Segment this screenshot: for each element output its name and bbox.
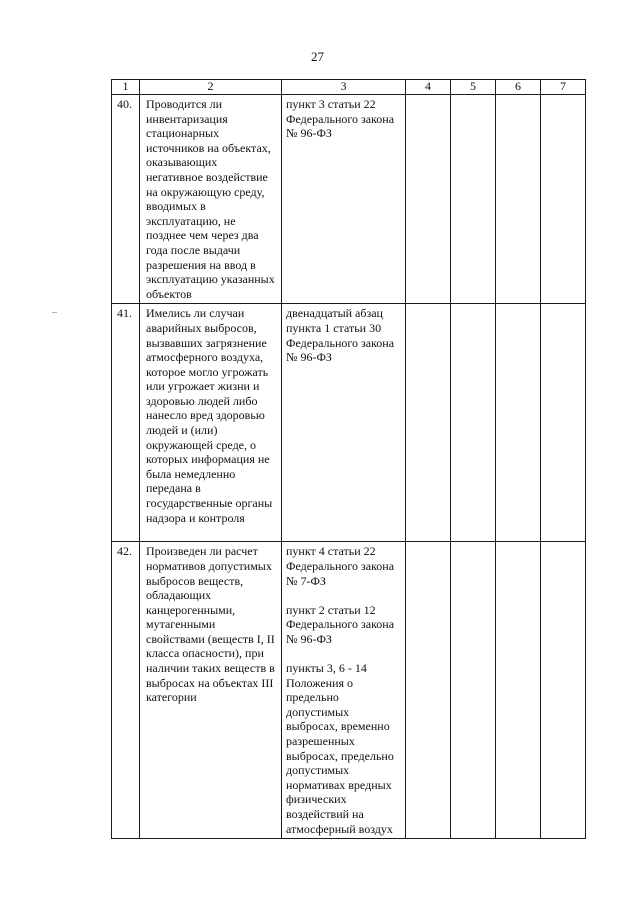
column-header: 7 — [541, 80, 586, 95]
table-row — [112, 542, 586, 839]
column-header: 1 — [112, 80, 140, 95]
reference-item: пункты 3, 6 - 14 Положения о предельно допустимых выбросах, временно разрешенных выбросах, предельно допустимых нормативах вредных физических воздействий на атмосферный воздух — [286, 661, 394, 836]
table-row — [112, 304, 586, 542]
empty-cell — [496, 304, 541, 542]
row-number: 42. — [112, 542, 140, 839]
empty-cell — [496, 95, 541, 304]
empty-cell — [451, 304, 496, 542]
empty-cell — [541, 542, 586, 839]
column-header: 4 — [406, 80, 451, 95]
legal-reference — [282, 542, 406, 839]
column-header: 6 — [496, 80, 541, 95]
question-text: Проводится ли инвентаризация стационарных источников на объектах, оказывающих негативное воздействие на окружающую среду, вводимых в эксплуатацию, не позднее чем через два года после выдачи разрешения на ввод в эксплуатацию указанных объектов — [140, 95, 282, 304]
table-row — [112, 95, 586, 304]
empty-cell — [406, 95, 451, 304]
margin-tick-mark: – — [52, 307, 57, 318]
empty-cell — [451, 542, 496, 839]
column-header: 5 — [451, 80, 496, 95]
legal-reference — [282, 304, 406, 542]
empty-cell — [541, 95, 586, 304]
row-number: 40. — [112, 95, 140, 304]
column-header: 3 — [282, 80, 406, 95]
empty-cell — [541, 304, 586, 542]
table-header-row — [112, 80, 586, 95]
empty-cell — [496, 542, 541, 839]
column-header: 2 — [140, 80, 282, 95]
reference-item: двенадцатый абзац пункта 1 статьи 30 Федерального закона № 96-ФЗ — [286, 306, 395, 365]
reference-item: пункт 4 статьи 22 Федерального закона № 7-ФЗ — [286, 544, 395, 588]
empty-cell — [406, 304, 451, 542]
page-number: 27 — [311, 49, 324, 64]
legal-reference — [282, 95, 406, 304]
row-number: 41. — [112, 304, 140, 542]
checklist-table — [111, 79, 586, 839]
empty-cell — [451, 95, 496, 304]
reference-item: пункт 3 статьи 22 Федерального закона № 96-ФЗ — [286, 97, 395, 141]
question-text: Имелись ли случаи аварийных выбросов, вызвавших загрязнение атмосферного воздуха, которое могло угрожать или угрожает жизни и здоровью людей либо нанесло вред здоровью людей и (или) окружающей среде, о которых информация не была немедленно передана в государственные органы надзора и контроля — [140, 304, 282, 542]
reference-item: пункт 2 статьи 12 Федерального закона № 96-ФЗ — [286, 602, 395, 646]
question-text: Произведен ли расчет нормативов допустимых выбросов веществ, обладающих канцерогенными, мутагенными свойствами (веществ I, II класса опасности), при наличии таких веществ в выбросах на объектах III категории — [140, 542, 282, 839]
empty-cell — [406, 542, 451, 839]
